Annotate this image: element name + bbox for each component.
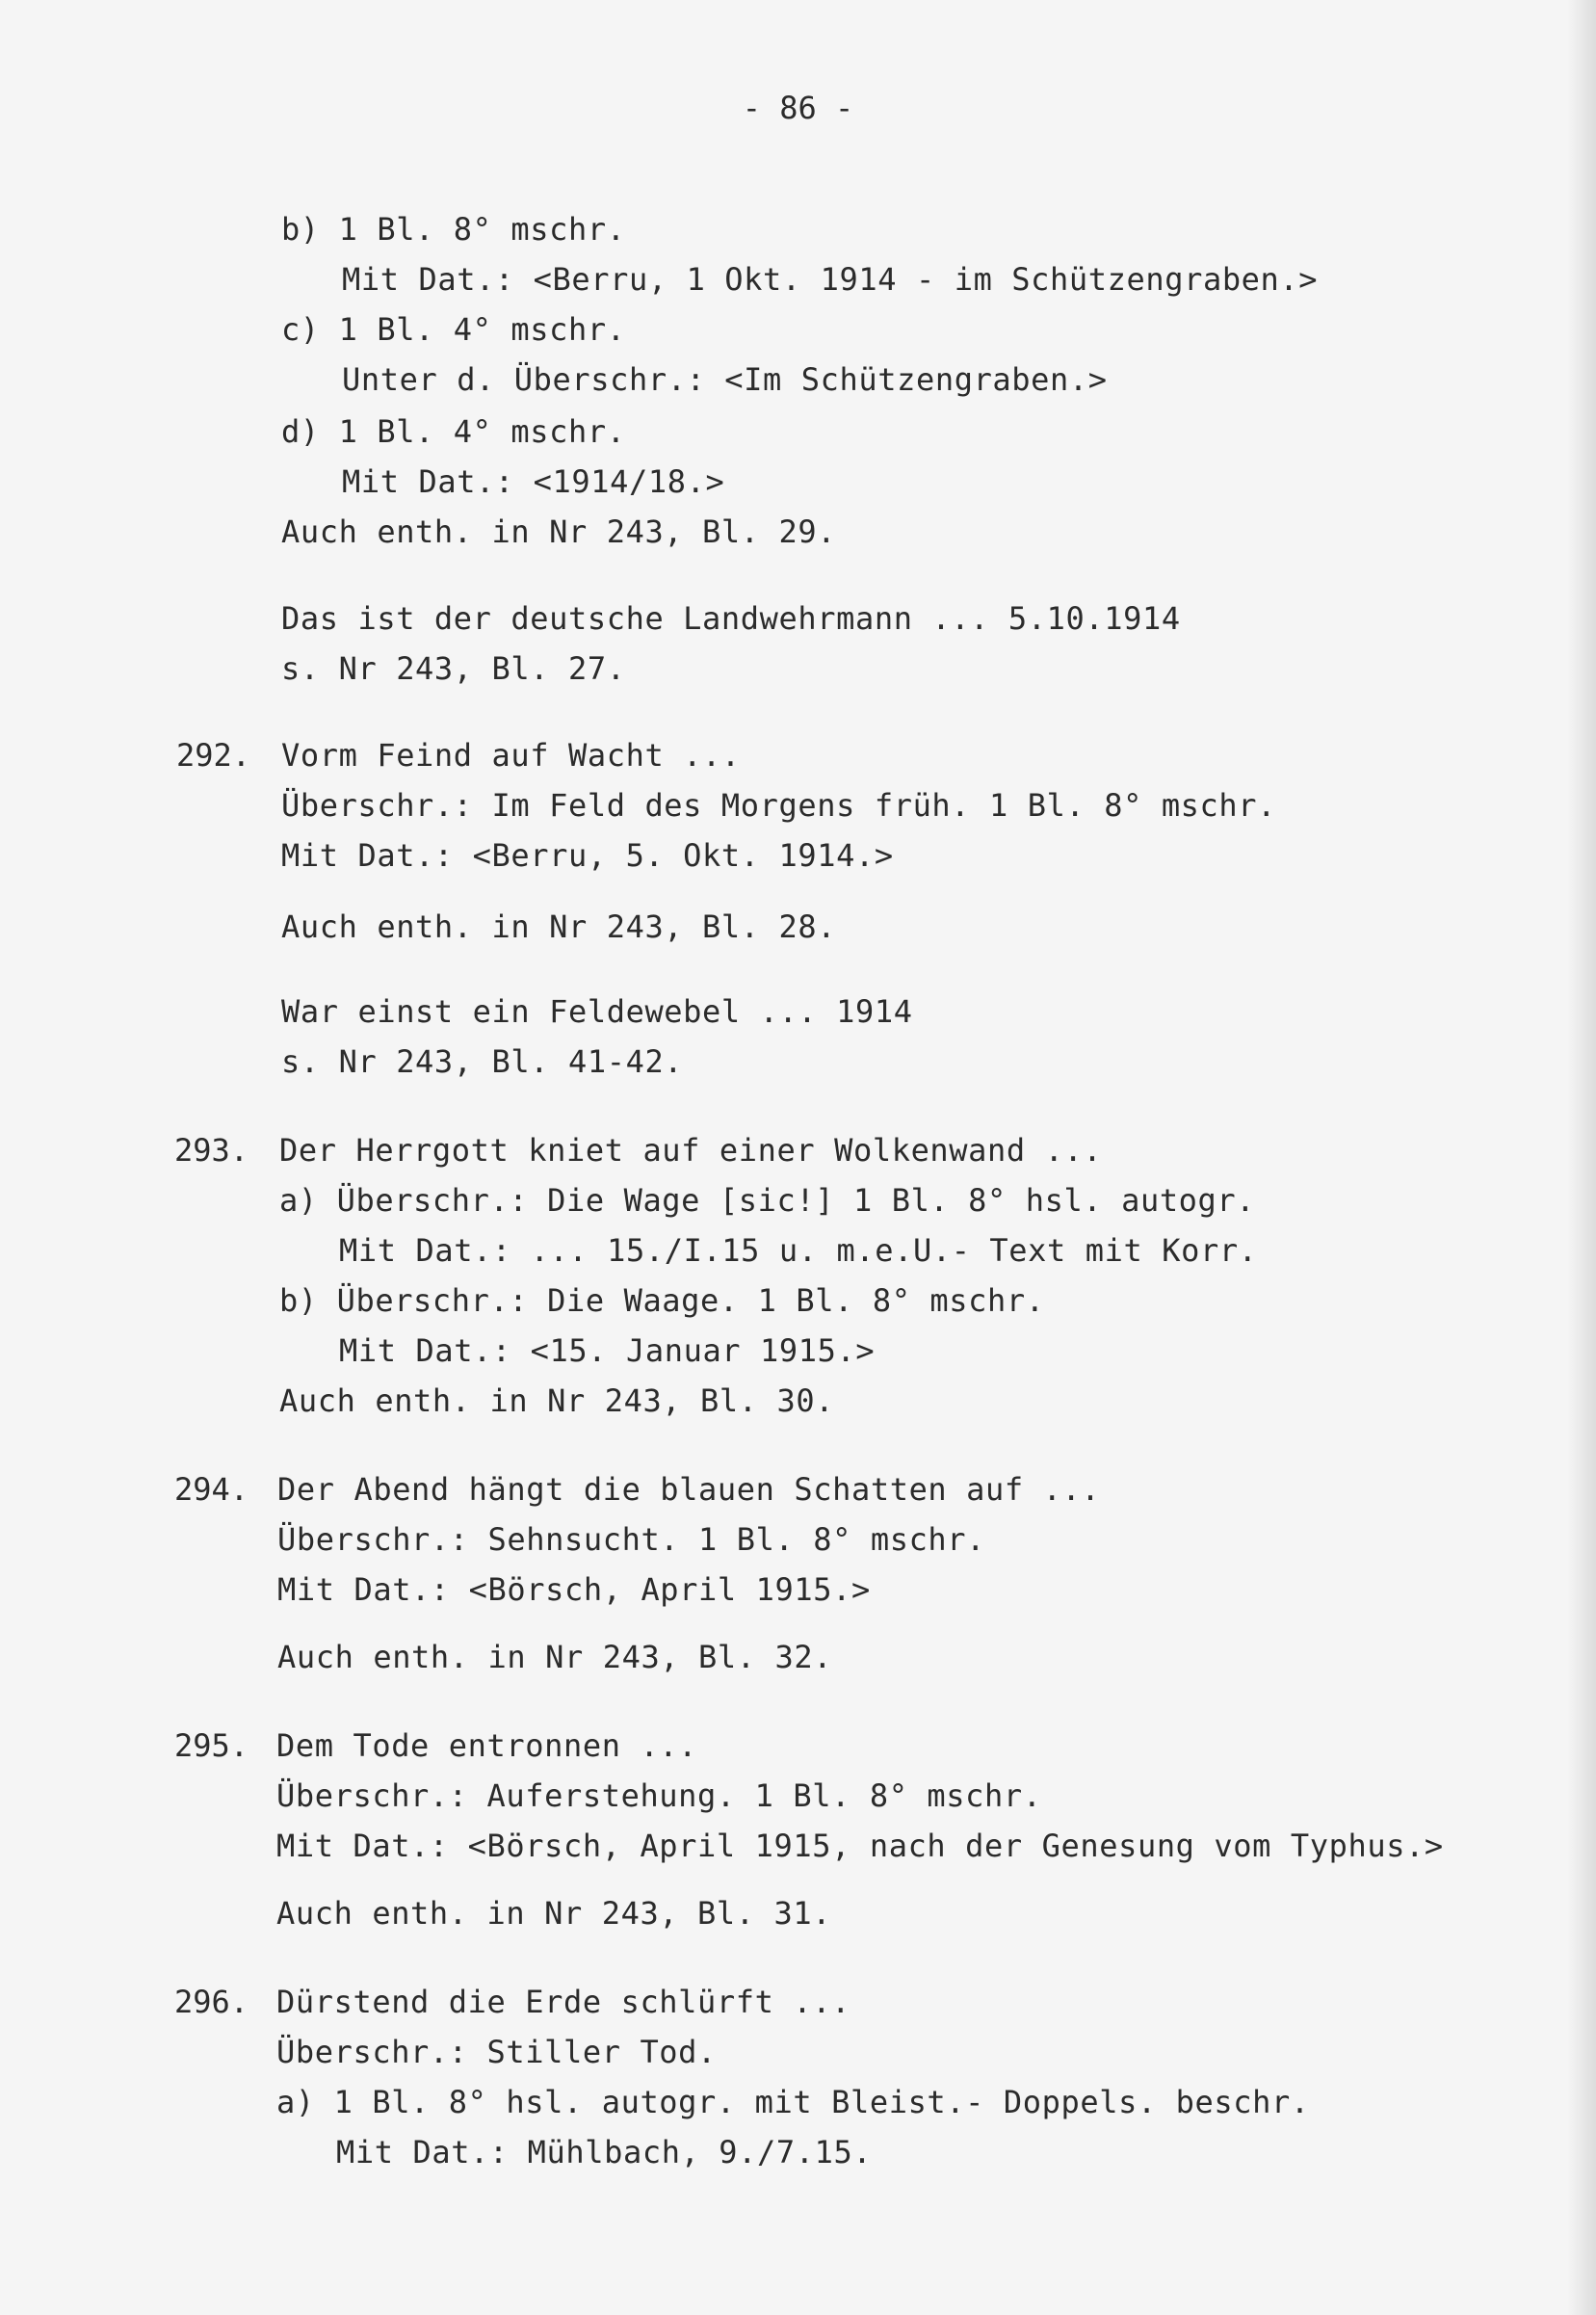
text-line: War einst ein Feldewebel ... 1914 <box>281 993 913 1030</box>
entry-title: Vorm Feind auf Wacht ... <box>281 737 741 774</box>
text-line: Das ist der deutsche Landwehrmann ... 5.10.1914 <box>281 600 1181 637</box>
entry-number: 294. <box>174 1471 249 1508</box>
text-line: a) 1 Bl. 8° hsl. autogr. mit Bleist.- Doppels. beschr. <box>276 2084 1310 2120</box>
page-edge-shadow <box>1567 0 1596 2315</box>
text-line: b) Überschr.: Die Waage. 1 Bl. 8° mschr. <box>279 1282 1045 1319</box>
text-line: Auch enth. in Nr 243, Bl. 29. <box>281 513 837 550</box>
page-number: - 86 - <box>742 90 854 126</box>
text-line: c) 1 Bl. 4° mschr. <box>281 311 626 348</box>
text-line: Auch enth. in Nr 243, Bl. 30. <box>279 1382 835 1419</box>
entry-number: 293. <box>174 1132 249 1169</box>
text-line: Überschr.: Im Feld des Morgens früh. 1 Bl. 8° mschr. <box>281 787 1277 824</box>
text-line: b) 1 Bl. 8° mschr. <box>281 211 626 248</box>
entry-title: Dem Tode entronnen ... <box>276 1727 698 1764</box>
text-line: Auch enth. in Nr 243, Bl. 31. <box>276 1895 832 1932</box>
text-line: Mit Dat.: <Börsch, April 1915, nach der Genesung vom Typhus.> <box>276 1828 1444 1864</box>
entry-title: Dürstend die Erde schlürft ... <box>276 1984 850 2020</box>
text-line: Mit Dat.: ... 15./I.15 u. m.e.U.- Text mit Korr. <box>339 1232 1258 1269</box>
text-line: Überschr.: Stiller Tod. <box>276 2034 717 2070</box>
text-line: Überschr.: Auferstehung. 1 Bl. 8° mschr. <box>276 1777 1042 1814</box>
text-line: Auch enth. in Nr 243, Bl. 32. <box>277 1639 833 1675</box>
text-line: s. Nr 243, Bl. 27. <box>281 650 626 687</box>
text-line: Auch enth. in Nr 243, Bl. 28. <box>281 908 837 945</box>
text-line: Überschr.: Sehnsucht. 1 Bl. 8° mschr. <box>277 1521 986 1558</box>
text-line: Mit Dat.: <1914/18.> <box>342 463 725 500</box>
text-line: Mit Dat.: <Berru, 1 Okt. 1914 - im Schützengraben.> <box>342 261 1319 298</box>
text-line: Mit Dat.: <Börsch, April 1915.> <box>277 1571 871 1608</box>
entry-title: Der Abend hängt die blauen Schatten auf ... <box>277 1471 1101 1508</box>
text-line: Mit Dat.: <Berru, 5. Okt. 1914.> <box>281 837 894 874</box>
text-line: Unter d. Überschr.: <Im Schützengraben.> <box>342 361 1108 398</box>
entry-title: Der Herrgott kniet auf einer Wolkenwand ... <box>279 1132 1103 1169</box>
text-line: s. Nr 243, Bl. 41-42. <box>281 1043 684 1080</box>
entry-number: 296. <box>174 1984 249 2020</box>
entry-number: 292. <box>176 737 251 774</box>
text-line: a) Überschr.: Die Wage [sic!] 1 Bl. 8° hsl. autogr. <box>279 1182 1256 1219</box>
entry-number: 295. <box>174 1727 249 1764</box>
text-line: d) 1 Bl. 4° mschr. <box>281 413 626 450</box>
text-line: Mit Dat.: Mühlbach, 9./7.15. <box>336 2134 873 2170</box>
text-line: Mit Dat.: <15. Januar 1915.> <box>339 1332 876 1369</box>
